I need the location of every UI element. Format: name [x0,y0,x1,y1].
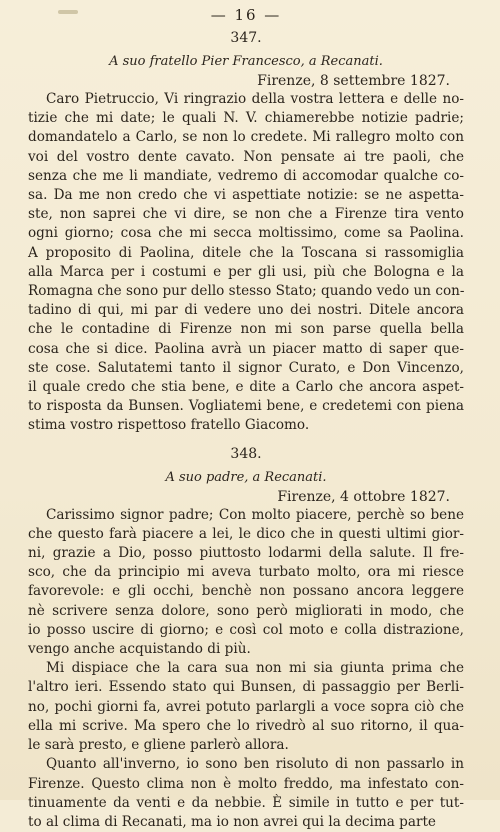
text-line: sco, che da principio mi aveva turbato molto, ora mi riesce [28,564,464,581]
text-line: alla Marca per i costumi e per gli usi, più che Bologna e la [28,263,464,280]
text-line: il quale credo che stia bene, e dite a Carlo che ancora aspet- [28,379,464,396]
text-line: vengo anche acquistando di più. [28,641,251,658]
text-line: Firenze. Questo clima non è molto freddo, ma infestato con- [28,775,464,792]
letter-dateline: Firenze, 8 settembre 1827. [257,73,450,89]
ink-smudge [58,10,78,14]
text-line: senza che me li mandiate, vedremo di accomodar qualche co- [28,167,464,184]
letter-heading: A suo padre, a Recanati. [165,469,327,485]
text-line: Mi dispiace che la cara sua non mi sia giunta prima che [46,660,464,677]
text-line: cosa che si dice. Paolina avrà un piacer matto di saper que- [28,340,464,357]
text-line: to al clima di Recanati, ma io non avrei qui la decima parte [28,813,436,830]
text-line: Carissimo signor padre; Con molto piacere, perchè so bene [46,506,464,523]
text-line: tinuamente da venti e da nebbie. È simile in tutto e per tut- [28,794,464,811]
text-line: le sarà presto, e gliene parlerò allora. [28,737,289,754]
letter-number: 347. [230,30,262,46]
text-line: l'altro ieri. Essendo stato qui Bunsen, di passaggio per Berli- [28,679,464,696]
letter-number: 348. [230,445,262,462]
text-line: voi del vostro dente cavato. Non pensate ai tre paoli, che [28,148,464,165]
text-line: ella mi scrive. Ma spero che lo rivedrò al suo ritorno, il qua- [28,717,464,734]
text-line: ni, grazie a Dio, posso piuttosto lodarmi della salute. Il fre- [28,545,464,562]
letter-dateline: Firenze, 4 ottobre 1827. [277,488,450,505]
text-line: favorevole: e gli occhi, benchè non possano ancora leggere [28,583,464,600]
text-line: io posso uscire di giorno; e così col moto e colla distrazione, [28,621,464,638]
text-line: Caro Pietruccio, Vi ringrazio della vostra lettera e delle no- [46,91,464,107]
text-line: ste, non saprei che vi dire, se non che a Firenze tira vento [28,206,464,223]
letter-heading: A suo fratello Pier Francesco, a Recanati. [109,54,383,69]
text-line: che questo farà piacere a lei, le dico che in questi ultimi gior- [28,525,464,542]
text-line: stima vostro rispettoso fratello Giacomo. [28,417,310,434]
letter-body [28,506,464,832]
text-line: sa. Da me non credo che vi aspettiate notizie: se ne aspetta- [28,187,464,204]
text-line: tizie che mi date; le quali N. V. chiamerebbe notizie padrie; [28,110,464,127]
text-line: to risposta da Bunsen. Vogliatemi bene, e credetemi con piena [28,398,464,415]
text-line: Quanto all'inverno, io sono ben risoluto di non passarlo in [46,756,464,773]
page-number: — 16 — [210,6,282,24]
text-line: A proposito di Paolina, ditele che la Toscana si rassomiglia [28,244,464,261]
text-line: tadino di qui, mi par di vedere uno dei nostri. Ditele ancora [28,302,464,319]
letter-body [28,90,464,436]
text-line: ogni giorno; cosa che mi secca moltissimo, come sa Paolina. [28,225,464,242]
text-line: che le contadine di Firenze non mi son parse quella bella [28,321,464,338]
text-line: nè scrivere senza dolore, sono però migliorati in modo, che [28,602,464,619]
text-line: ste cose. Salutatemi tanto il signor Curato, e Don Vincenzo, [28,359,464,376]
text-line: Romagna che sono pur dello stesso Stato; quando vedo un con- [28,283,465,300]
text-line: no, pochi giorni fa, avrei potuto parlargli a voce sopra ciò che [28,698,464,715]
text-line: domandatelo a Carlo, se non lo credete. Mi rallegro molto con [28,129,464,146]
